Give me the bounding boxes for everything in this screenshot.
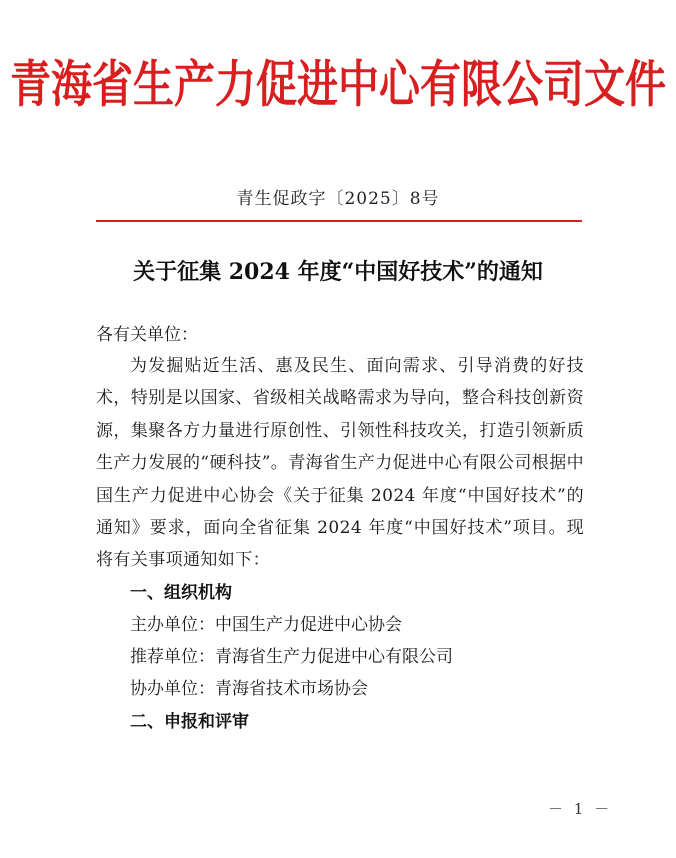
section-heading-organization: 一、组织机构 (130, 583, 232, 603)
notice-title: 关于征集 2024 年度“中国好技术”的通知 (133, 259, 543, 285)
body-paragraph: 为发掘贴近生活、惠及民生、面向需求、引导消费的好技术，特别是以国家、省级相关战略需求为导向，整合科技创新资源，集聚各方力量进行原创性、引领性科技攻关，打造引领新质生产力发展的“硬科技”。青海省生产力促进中心有限公司根据中国生产力促进中心协会《关于征集 2024 年度“中国好技术”的通知》要求，面向全省征集 2024 年度“中国好技术”项目。现将有关事项通知如下： (96, 356, 584, 571)
recommender-line: 推荐单位：青海省生产力促进中心有限公司 (130, 647, 453, 667)
salutation: 各有关单位： (96, 325, 198, 345)
letterhead-title: 青海省生产力促进中心有限公司文件 (10, 54, 666, 114)
document-number: 青生促政字〔2025〕8号 (236, 189, 440, 209)
organizer-line: 主办单位：中国生产力促进中心协会 (130, 615, 402, 635)
section-heading-application: 二、申报和评审 (130, 712, 249, 732)
co-organizer-line: 协办单位：青海省技术市场协会 (130, 679, 368, 699)
page-number: － 1 － (548, 800, 613, 818)
red-divider-line (96, 220, 582, 222)
